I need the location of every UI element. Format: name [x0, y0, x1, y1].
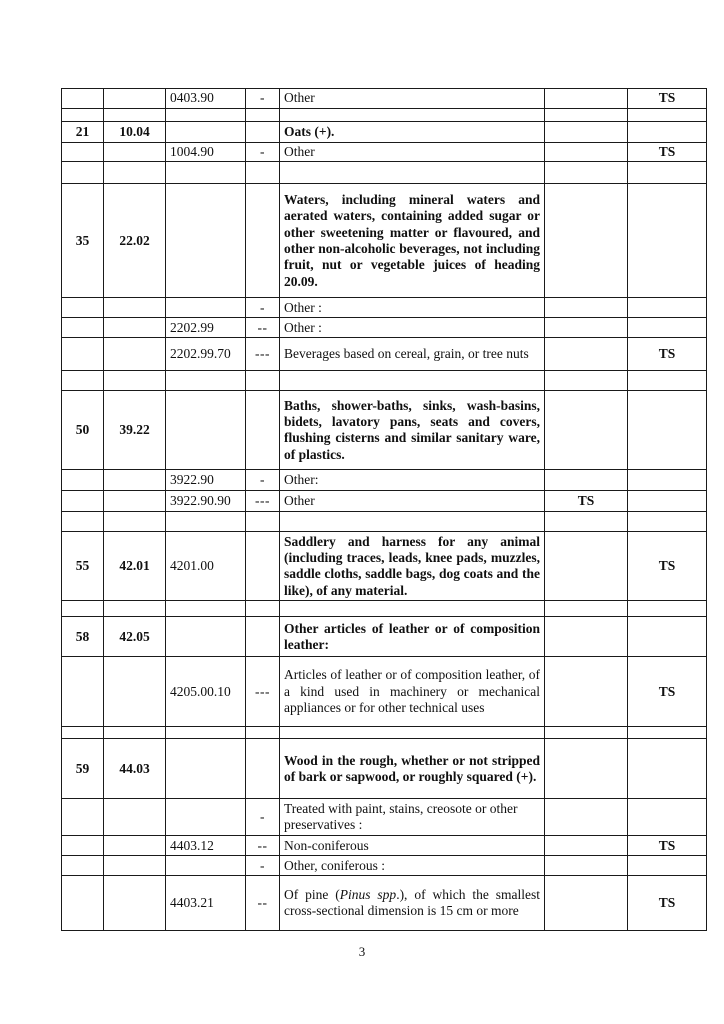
cell-row-number	[62, 799, 104, 836]
cell-heading	[104, 601, 166, 617]
cell-row-number: 58	[62, 617, 104, 657]
cell-indicator-b: TS	[628, 532, 707, 601]
table-row	[62, 391, 707, 470]
cell-indicator-a	[545, 727, 628, 739]
table-row	[62, 491, 707, 512]
cell-description: Beverages based on cereal, grain, or tree nuts	[280, 338, 545, 371]
cell-heading	[104, 89, 166, 109]
cell-indicator-b	[628, 298, 707, 318]
cell-heading	[104, 657, 166, 727]
table-row	[62, 338, 707, 371]
cell-heading	[104, 162, 166, 184]
cell-dash-level: -	[246, 470, 280, 491]
cell-row-number	[62, 491, 104, 512]
cell-subheading-code: 1004.90	[166, 143, 246, 162]
cell-indicator-b: TS	[628, 836, 707, 856]
table-row	[62, 799, 707, 836]
cell-heading	[104, 836, 166, 856]
table-row	[62, 89, 707, 109]
cell-dash-level: --	[246, 318, 280, 338]
cell-row-number	[62, 836, 104, 856]
cell-indicator-b	[628, 601, 707, 617]
description-text: .), of which the smallest cross-sectional dimension is 15 cm or more	[284, 887, 540, 919]
table-row	[62, 657, 707, 727]
cell-indicator-b	[628, 391, 707, 470]
cell-heading	[104, 109, 166, 122]
cell-indicator-a	[545, 162, 628, 184]
cell-dash-level: ---	[246, 657, 280, 727]
cell-indicator-b	[628, 371, 707, 391]
cell-heading: 44.03	[104, 739, 166, 799]
cell-dash-level	[246, 727, 280, 739]
table-row	[62, 617, 707, 657]
cell-row-number	[62, 371, 104, 391]
cell-indicator-b	[628, 162, 707, 184]
table-row	[62, 512, 707, 532]
description-text: Of pine (	[284, 887, 340, 902]
cell-indicator-a	[545, 143, 628, 162]
cell-row-number	[62, 318, 104, 338]
cell-dash-level	[246, 391, 280, 470]
cell-dash-level	[246, 109, 280, 122]
cell-row-number	[62, 338, 104, 371]
table-row	[62, 122, 707, 143]
cell-subheading-code	[166, 391, 246, 470]
table-row	[62, 876, 707, 931]
cell-subheading-code: 4403.21	[166, 876, 246, 931]
cell-indicator-a	[545, 338, 628, 371]
cell-dash-level	[246, 371, 280, 391]
table-row	[62, 601, 707, 617]
cell-subheading-code	[166, 512, 246, 532]
cell-description	[280, 371, 545, 391]
cell-heading	[104, 856, 166, 876]
cell-dash-level: --	[246, 836, 280, 856]
cell-indicator-b	[628, 470, 707, 491]
cell-indicator-a	[545, 184, 628, 298]
cell-dash-level	[246, 532, 280, 601]
cell-indicator-a	[545, 391, 628, 470]
cell-heading	[104, 799, 166, 836]
cell-dash-level	[246, 739, 280, 799]
cell-heading	[104, 371, 166, 391]
cell-dash-level: -	[246, 799, 280, 836]
cell-indicator-a	[545, 109, 628, 122]
cell-indicator-a	[545, 532, 628, 601]
cell-row-number	[62, 601, 104, 617]
cell-description	[280, 876, 545, 931]
page-number: 3	[358, 944, 366, 959]
cell-description	[280, 727, 545, 739]
cell-indicator-b	[628, 856, 707, 876]
cell-description	[280, 109, 545, 122]
cell-indicator-a	[545, 657, 628, 727]
cell-indicator-a	[545, 470, 628, 491]
cell-indicator-b	[628, 799, 707, 836]
tariff-table-body	[62, 89, 707, 931]
table-row	[62, 371, 707, 391]
cell-subheading-code: 4205.00.10	[166, 657, 246, 727]
cell-indicator-b	[628, 727, 707, 739]
cell-subheading-code: 2202.99	[166, 318, 246, 338]
cell-indicator-b	[628, 318, 707, 338]
cell-description: Treated with paint, stains, creosote or other preservatives :	[280, 799, 545, 836]
cell-row-number: 55	[62, 532, 104, 601]
cell-description: Other articles of leather or of composition leather:	[280, 617, 545, 657]
cell-subheading-code: 2202.99.70	[166, 338, 246, 371]
table-row	[62, 162, 707, 184]
cell-subheading-code: 0403.90	[166, 89, 246, 109]
cell-dash-level: ---	[246, 491, 280, 512]
table-row	[62, 739, 707, 799]
cell-subheading-code	[166, 617, 246, 657]
cell-row-number	[62, 512, 104, 532]
cell-description: Saddlery and harness for any animal (including traces, leads, knee pads, muzzles, saddle cloths, saddle bags, dog coats and the like), of any material.	[280, 532, 545, 601]
cell-heading: 22.02	[104, 184, 166, 298]
cell-subheading-code	[166, 856, 246, 876]
cell-row-number	[62, 727, 104, 739]
cell-subheading-code	[166, 298, 246, 318]
cell-row-number	[62, 470, 104, 491]
cell-row-number	[62, 89, 104, 109]
cell-indicator-a	[545, 89, 628, 109]
cell-indicator-a	[545, 617, 628, 657]
cell-description: Other	[280, 89, 545, 109]
cell-description: Baths, shower-baths, sinks, wash-basins, bidets, lavatory pans, seats and covers, flushing cisterns and similar sanitary ware, of plastics.	[280, 391, 545, 470]
cell-subheading-code	[166, 109, 246, 122]
cell-indicator-b	[628, 512, 707, 532]
description-italic: Pinus spp	[339, 887, 397, 902]
cell-indicator-b: TS	[628, 657, 707, 727]
cell-indicator-b: TS	[628, 876, 707, 931]
table-row	[62, 318, 707, 338]
cell-row-number	[62, 856, 104, 876]
cell-heading	[104, 727, 166, 739]
cell-indicator-a	[545, 856, 628, 876]
cell-row-number	[62, 109, 104, 122]
cell-heading	[104, 491, 166, 512]
cell-indicator-b	[628, 184, 707, 298]
cell-description: Other:	[280, 470, 545, 491]
cell-dash-level: ---	[246, 338, 280, 371]
cell-indicator-b: TS	[628, 143, 707, 162]
cell-indicator-b	[628, 122, 707, 143]
cell-indicator-a	[545, 122, 628, 143]
cell-subheading-code	[166, 162, 246, 184]
cell-indicator-b	[628, 739, 707, 799]
cell-dash-level	[246, 617, 280, 657]
cell-heading	[104, 470, 166, 491]
cell-subheading-code	[166, 799, 246, 836]
cell-indicator-b	[628, 109, 707, 122]
cell-dash-level: -	[246, 143, 280, 162]
cell-description: Other :	[280, 298, 545, 318]
table-row	[62, 143, 707, 162]
cell-subheading-code	[166, 727, 246, 739]
cell-indicator-a	[545, 298, 628, 318]
cell-row-number: 50	[62, 391, 104, 470]
cell-subheading-code	[166, 184, 246, 298]
cell-indicator-b	[628, 491, 707, 512]
cell-indicator-a	[545, 371, 628, 391]
cell-subheading-code: 3922.90.90	[166, 491, 246, 512]
cell-indicator-a	[545, 876, 628, 931]
cell-dash-level: -	[246, 298, 280, 318]
cell-subheading-code: 4201.00	[166, 532, 246, 601]
cell-indicator-a	[545, 512, 628, 532]
cell-subheading-code: 4403.12	[166, 836, 246, 856]
cell-subheading-code	[166, 371, 246, 391]
cell-heading: 42.01	[104, 532, 166, 601]
cell-description: Waters, including mineral waters and aerated waters, containing added sugar or other sweetening matter or flavoured, and other non-alcoholic beverages, not including fruit, nut or vegetable juices of heading 20.09.	[280, 184, 545, 298]
table-row	[62, 184, 707, 298]
cell-description: Other :	[280, 318, 545, 338]
cell-heading: 10.04	[104, 122, 166, 143]
cell-description: Other	[280, 143, 545, 162]
cell-subheading-code: 3922.90	[166, 470, 246, 491]
cell-description: Other	[280, 491, 545, 512]
cell-heading	[104, 143, 166, 162]
cell-description	[280, 162, 545, 184]
cell-heading	[104, 512, 166, 532]
cell-row-number	[62, 657, 104, 727]
cell-subheading-code	[166, 739, 246, 799]
table-row	[62, 532, 707, 601]
cell-description: Wood in the rough, whether or not stripped of bark or sapwood, or roughly squared (+).	[280, 739, 545, 799]
cell-row-number	[62, 298, 104, 318]
cell-row-number: 21	[62, 122, 104, 143]
cell-indicator-a: TS	[545, 491, 628, 512]
cell-indicator-b	[628, 617, 707, 657]
cell-indicator-a	[545, 739, 628, 799]
cell-indicator-a	[545, 601, 628, 617]
table-row	[62, 836, 707, 856]
cell-dash-level: -	[246, 89, 280, 109]
table-row	[62, 856, 707, 876]
cell-heading	[104, 298, 166, 318]
cell-row-number: 35	[62, 184, 104, 298]
cell-heading	[104, 318, 166, 338]
cell-dash-level	[246, 184, 280, 298]
cell-indicator-b: TS	[628, 338, 707, 371]
cell-dash-level: -	[246, 856, 280, 876]
cell-heading: 42.05	[104, 617, 166, 657]
table-row	[62, 109, 707, 122]
cell-dash-level	[246, 512, 280, 532]
cell-indicator-b: TS	[628, 89, 707, 109]
cell-dash-level	[246, 162, 280, 184]
cell-heading	[104, 876, 166, 931]
cell-row-number	[62, 162, 104, 184]
cell-indicator-a	[545, 836, 628, 856]
cell-description: Other, coniferous :	[280, 856, 545, 876]
cell-dash-level	[246, 601, 280, 617]
cell-subheading-code	[166, 122, 246, 143]
cell-description: Non-coniferous	[280, 836, 545, 856]
cell-heading: 39.22	[104, 391, 166, 470]
cell-description: Oats (+).	[280, 122, 545, 143]
cell-indicator-a	[545, 799, 628, 836]
cell-dash-level: --	[246, 876, 280, 931]
cell-row-number	[62, 876, 104, 931]
table-row	[62, 298, 707, 318]
cell-row-number	[62, 143, 104, 162]
cell-description	[280, 512, 545, 532]
cell-indicator-a	[545, 318, 628, 338]
cell-row-number: 59	[62, 739, 104, 799]
table-row	[62, 727, 707, 739]
cell-description: Articles of leather or of composition leather, of a kind used in machinery or mechanical appliances or for other technical uses	[280, 657, 545, 727]
table-row	[62, 470, 707, 491]
cell-description	[280, 601, 545, 617]
tariff-table	[61, 88, 707, 931]
cell-subheading-code	[166, 601, 246, 617]
cell-heading	[104, 338, 166, 371]
cell-dash-level	[246, 122, 280, 143]
